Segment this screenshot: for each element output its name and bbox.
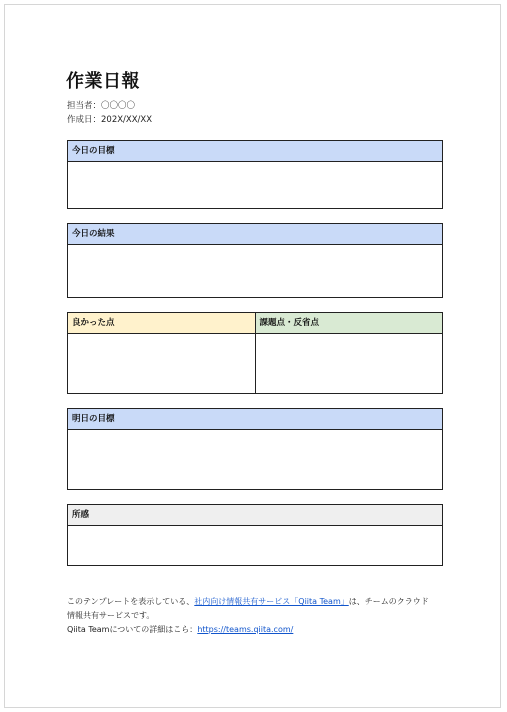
good-points-header: 良かった点 [68, 313, 255, 334]
issues-body[interactable] [256, 334, 443, 392]
footer-line1-prefix: このテンプレートを表示している、 [67, 597, 195, 606]
good-points-body[interactable] [68, 334, 255, 392]
created-date-text: 作成日：202X/XX/XX [67, 115, 153, 125]
impressions-body[interactable] [68, 526, 442, 565]
footer-line-3 [67, 623, 447, 637]
today-goal-header: 今日の目標 [68, 141, 442, 162]
today-goal-section [67, 140, 443, 209]
footer-line3-prefix: Qiita Teamについての詳細はこら： [67, 625, 198, 634]
tomorrow-goal-header: 明日の目標 [68, 409, 442, 430]
review-split-section [67, 312, 443, 394]
footer-line-2: 情報共有サービスです。 [67, 611, 155, 620]
today-result-section [67, 223, 443, 298]
document-title: 作業日報 [66, 71, 140, 92]
tomorrow-goal-body[interactable] [68, 430, 442, 489]
footer-note [67, 595, 447, 637]
today-result-body[interactable] [68, 245, 442, 297]
assignee-text: 担当者：〇〇〇〇 [67, 101, 136, 111]
impressions-section [67, 504, 443, 566]
good-points-column [68, 313, 255, 393]
today-goal-body[interactable] [68, 162, 442, 208]
impressions-header: 所感 [68, 505, 442, 526]
issues-column [255, 313, 443, 393]
footer-line-1 [67, 595, 447, 609]
today-result-header: 今日の結果 [68, 224, 442, 245]
issues-header: 課題点・反省点 [256, 313, 443, 334]
tomorrow-goal-section [67, 408, 443, 490]
document-page [4, 4, 501, 708]
footer-line1-suffix: は、チームのクラウド [348, 597, 429, 606]
qiita-team-link[interactable]: 社内向け情報共有サービス「Qiita Team」 [194, 597, 349, 606]
qiita-url-link[interactable]: https://teams.qiita.com/ [197, 625, 294, 634]
